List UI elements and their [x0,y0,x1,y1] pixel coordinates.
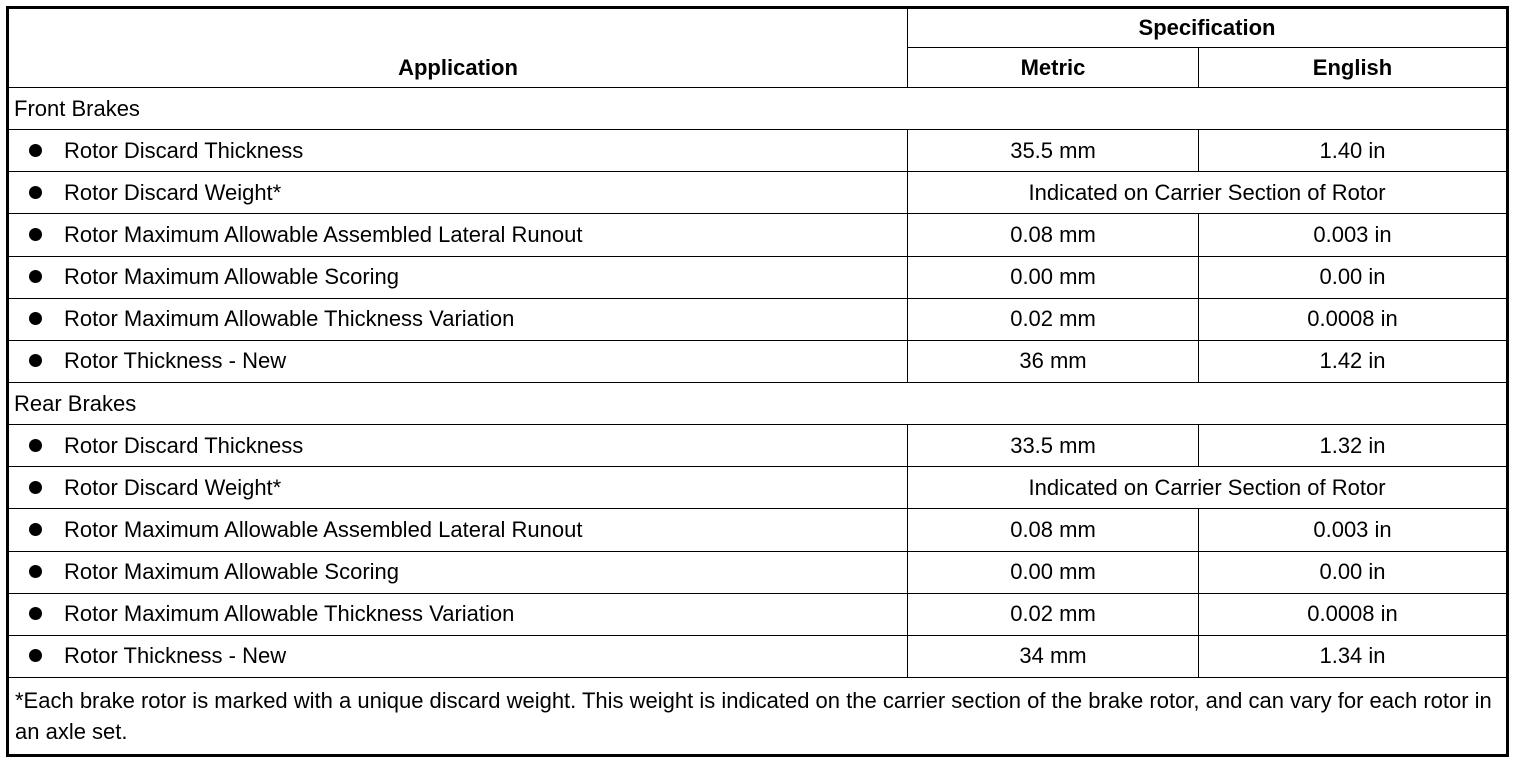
metric-header: Metric [908,48,1199,88]
metric-value: 0.08 mm [908,214,1199,256]
bullet-icon [29,649,42,662]
table-row [8,172,1508,214]
row-label: Rotor Maximum Allowable Scoring [64,559,400,585]
english-value: 0.003 in [1199,214,1508,256]
bullet-icon [29,228,42,241]
bullet-icon [29,312,42,325]
row-label: Rotor Discard Weight* [64,474,282,500]
row-label: Rotor Discard Thickness [64,137,304,163]
metric-value: 35.5 mm [908,130,1199,172]
row-label: Rotor Maximum Allowable Thickness Variation [64,306,515,332]
english-value: 0.0008 in [1199,593,1508,635]
row-label-cell [8,214,908,256]
row-label-cell [8,425,908,467]
metric-value: 33.5 mm [908,425,1199,467]
metric-value: 0.08 mm [908,509,1199,551]
table-row [8,425,1508,467]
table-row [8,635,1508,677]
metric-value: 0.02 mm [908,298,1199,340]
english-value: 0.00 in [1199,551,1508,593]
english-header: English [1199,48,1508,88]
row-label: Rotor Discard Weight* [64,179,282,205]
table-row [8,509,1508,551]
row-label-cell [8,467,908,509]
row-label: Rotor Thickness - New [64,348,287,374]
bullet-icon [29,186,42,199]
metric-value: 34 mm [908,635,1199,677]
row-label-cell [8,635,908,677]
table-row [8,298,1508,340]
row-label: Rotor Maximum Allowable Thickness Variation [64,601,515,627]
english-value: 1.42 in [1199,340,1508,382]
bullet-icon [29,481,42,494]
bullet-icon [29,523,42,536]
row-label-cell [8,172,908,214]
row-label-cell [8,256,908,298]
row-label-cell [8,298,908,340]
table-row [8,593,1508,635]
application-header: Application [8,8,908,88]
specification-header: Specification [908,8,1508,48]
row-label: Rotor Maximum Allowable Scoring [64,264,400,290]
row-label-cell [8,509,908,551]
bullet-icon [29,354,42,367]
bullet-icon [29,270,42,283]
row-label-cell [8,340,908,382]
section-row-front-brakes [8,88,1508,130]
brake-rotor-spec-table [6,6,1509,757]
header-row-top [8,8,1508,48]
section-title: Rear Brakes [8,382,1508,424]
metric-value: 0.00 mm [908,256,1199,298]
table-row [8,467,1508,509]
row-label: Rotor Discard Thickness [64,432,304,458]
english-value: 0.0008 in [1199,298,1508,340]
row-label-cell [8,593,908,635]
english-value: 1.40 in [1199,130,1508,172]
table-row [8,256,1508,298]
english-value: 0.003 in [1199,509,1508,551]
bullet-icon [29,607,42,620]
row-label: Rotor Maximum Allowable Assembled Lateral Runout [64,516,583,542]
table-row [8,340,1508,382]
english-value: 0.00 in [1199,256,1508,298]
row-label-cell [8,130,908,172]
english-value: 1.34 in [1199,635,1508,677]
section-row-rear-brakes [8,382,1508,424]
metric-value: 0.02 mm [908,593,1199,635]
row-label-cell [8,551,908,593]
table-row [8,551,1508,593]
bullet-icon [29,144,42,157]
section-title: Front Brakes [8,88,1508,130]
row-label: Rotor Thickness - New [64,643,287,669]
table-row [8,130,1508,172]
metric-value: 36 mm [908,340,1199,382]
footnote-row [8,677,1508,755]
merged-spec-value: Indicated on Carrier Section of Rotor [908,467,1508,509]
table-row [8,214,1508,256]
row-label: Rotor Maximum Allowable Assembled Lateral Runout [64,221,583,247]
bullet-icon [29,439,42,452]
english-value: 1.32 in [1199,425,1508,467]
footnote: *Each brake rotor is marked with a unique discard weight. This weight is indicated on the carrier section of the brake rotor, and can vary for each rotor in an axle set. [8,677,1508,755]
metric-value: 0.00 mm [908,551,1199,593]
bullet-icon [29,565,42,578]
merged-spec-value: Indicated on Carrier Section of Rotor [908,172,1508,214]
